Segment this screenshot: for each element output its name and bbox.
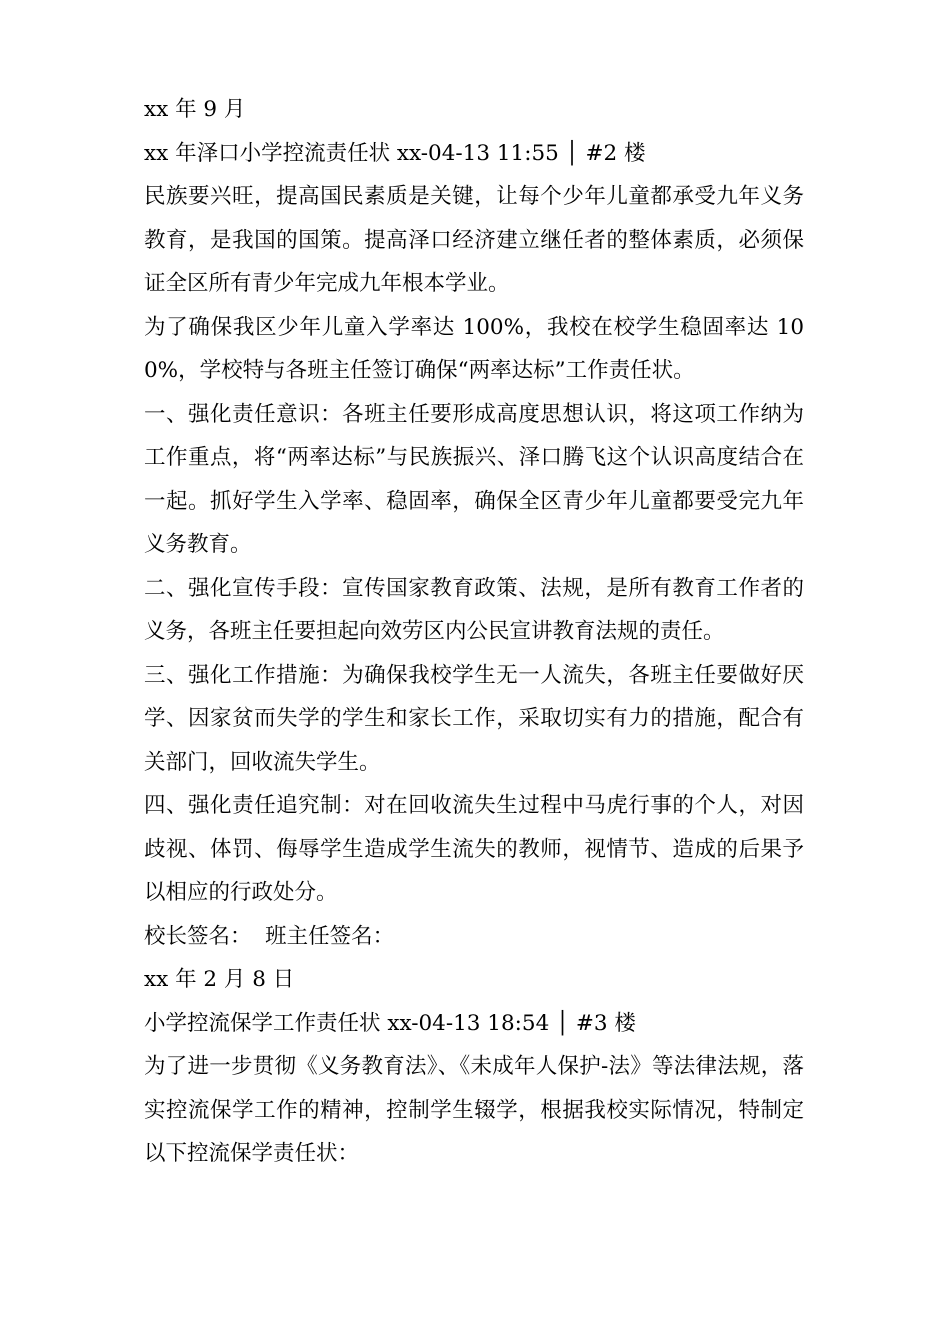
paragraph-closing: 为了进一步贯彻《义务教育法》、《未成年人保护-法》等法律法规，落实控流保学工作的精神，控制学生辍学，根据我校实际情况，特制定以下控流保学责任状：: [144, 1054, 804, 1166]
paragraph-goal: 为了确保我区少年儿童入学率达 100%，我校在校学生稳固率达 100%，学校特与各班主任签订确保“两率达标”工作责任状。: [144, 314, 804, 383]
signature-date: xx 年 2 月 8 日: [144, 967, 295, 992]
paragraph-item-2: 二、强化宣传手段：宣传国家教育政策、法规，是所有教育工作者的义务，各班主任要担起向效劳区内公民宣讲教育法规的责任。: [144, 575, 804, 644]
paragraph-item-3: 三、强化工作措施：为确保我校学生无一人流失，各班主任要做好厌学、因家贫而失学的学生和家长工作，采取切实有力的措施，配合有关部门，回收流失学生。: [144, 662, 804, 775]
date-line: xx 年 9 月: [144, 97, 246, 122]
paragraph-intro: 民族要兴旺，提高国民素质是关键，让每个少年儿童都承受九年义务教育，是我国的国策。提高泽口经济建立继任者的整体素质，必须保证全区所有青少年完成九年根本学业。: [144, 184, 804, 296]
paragraph-item-1: 一、强化责任意识：各班主任要形成高度思想认识，将这项工作纳为工作重点，将“两率达标”与民族振兴、泽口腾飞这个认识高度结合在一起。抓好学生入学率、稳固率，确保全区青少年儿童都要受完九年义务教育。: [144, 401, 804, 557]
document-body: [144, 88, 804, 1176]
post-header-floor-2: xx 年泽口小学控流责任状 xx-04-13 11:55 │ #2 楼: [144, 140, 646, 166]
post-header-floor-3: 小学控流保学工作责任状 xx-04-13 18:54 │ #3 楼: [144, 1010, 636, 1036]
paragraph-item-4: 四、强化责任追究制：对在回收流失生过程中马虎行事的个人，对因歧视、体罚、侮辱学生造成学生流失的教师，视情节、造成的后果予以相应的行政处分。: [144, 793, 804, 905]
signature-line: 校长签名： 班主任签名：: [144, 923, 395, 949]
